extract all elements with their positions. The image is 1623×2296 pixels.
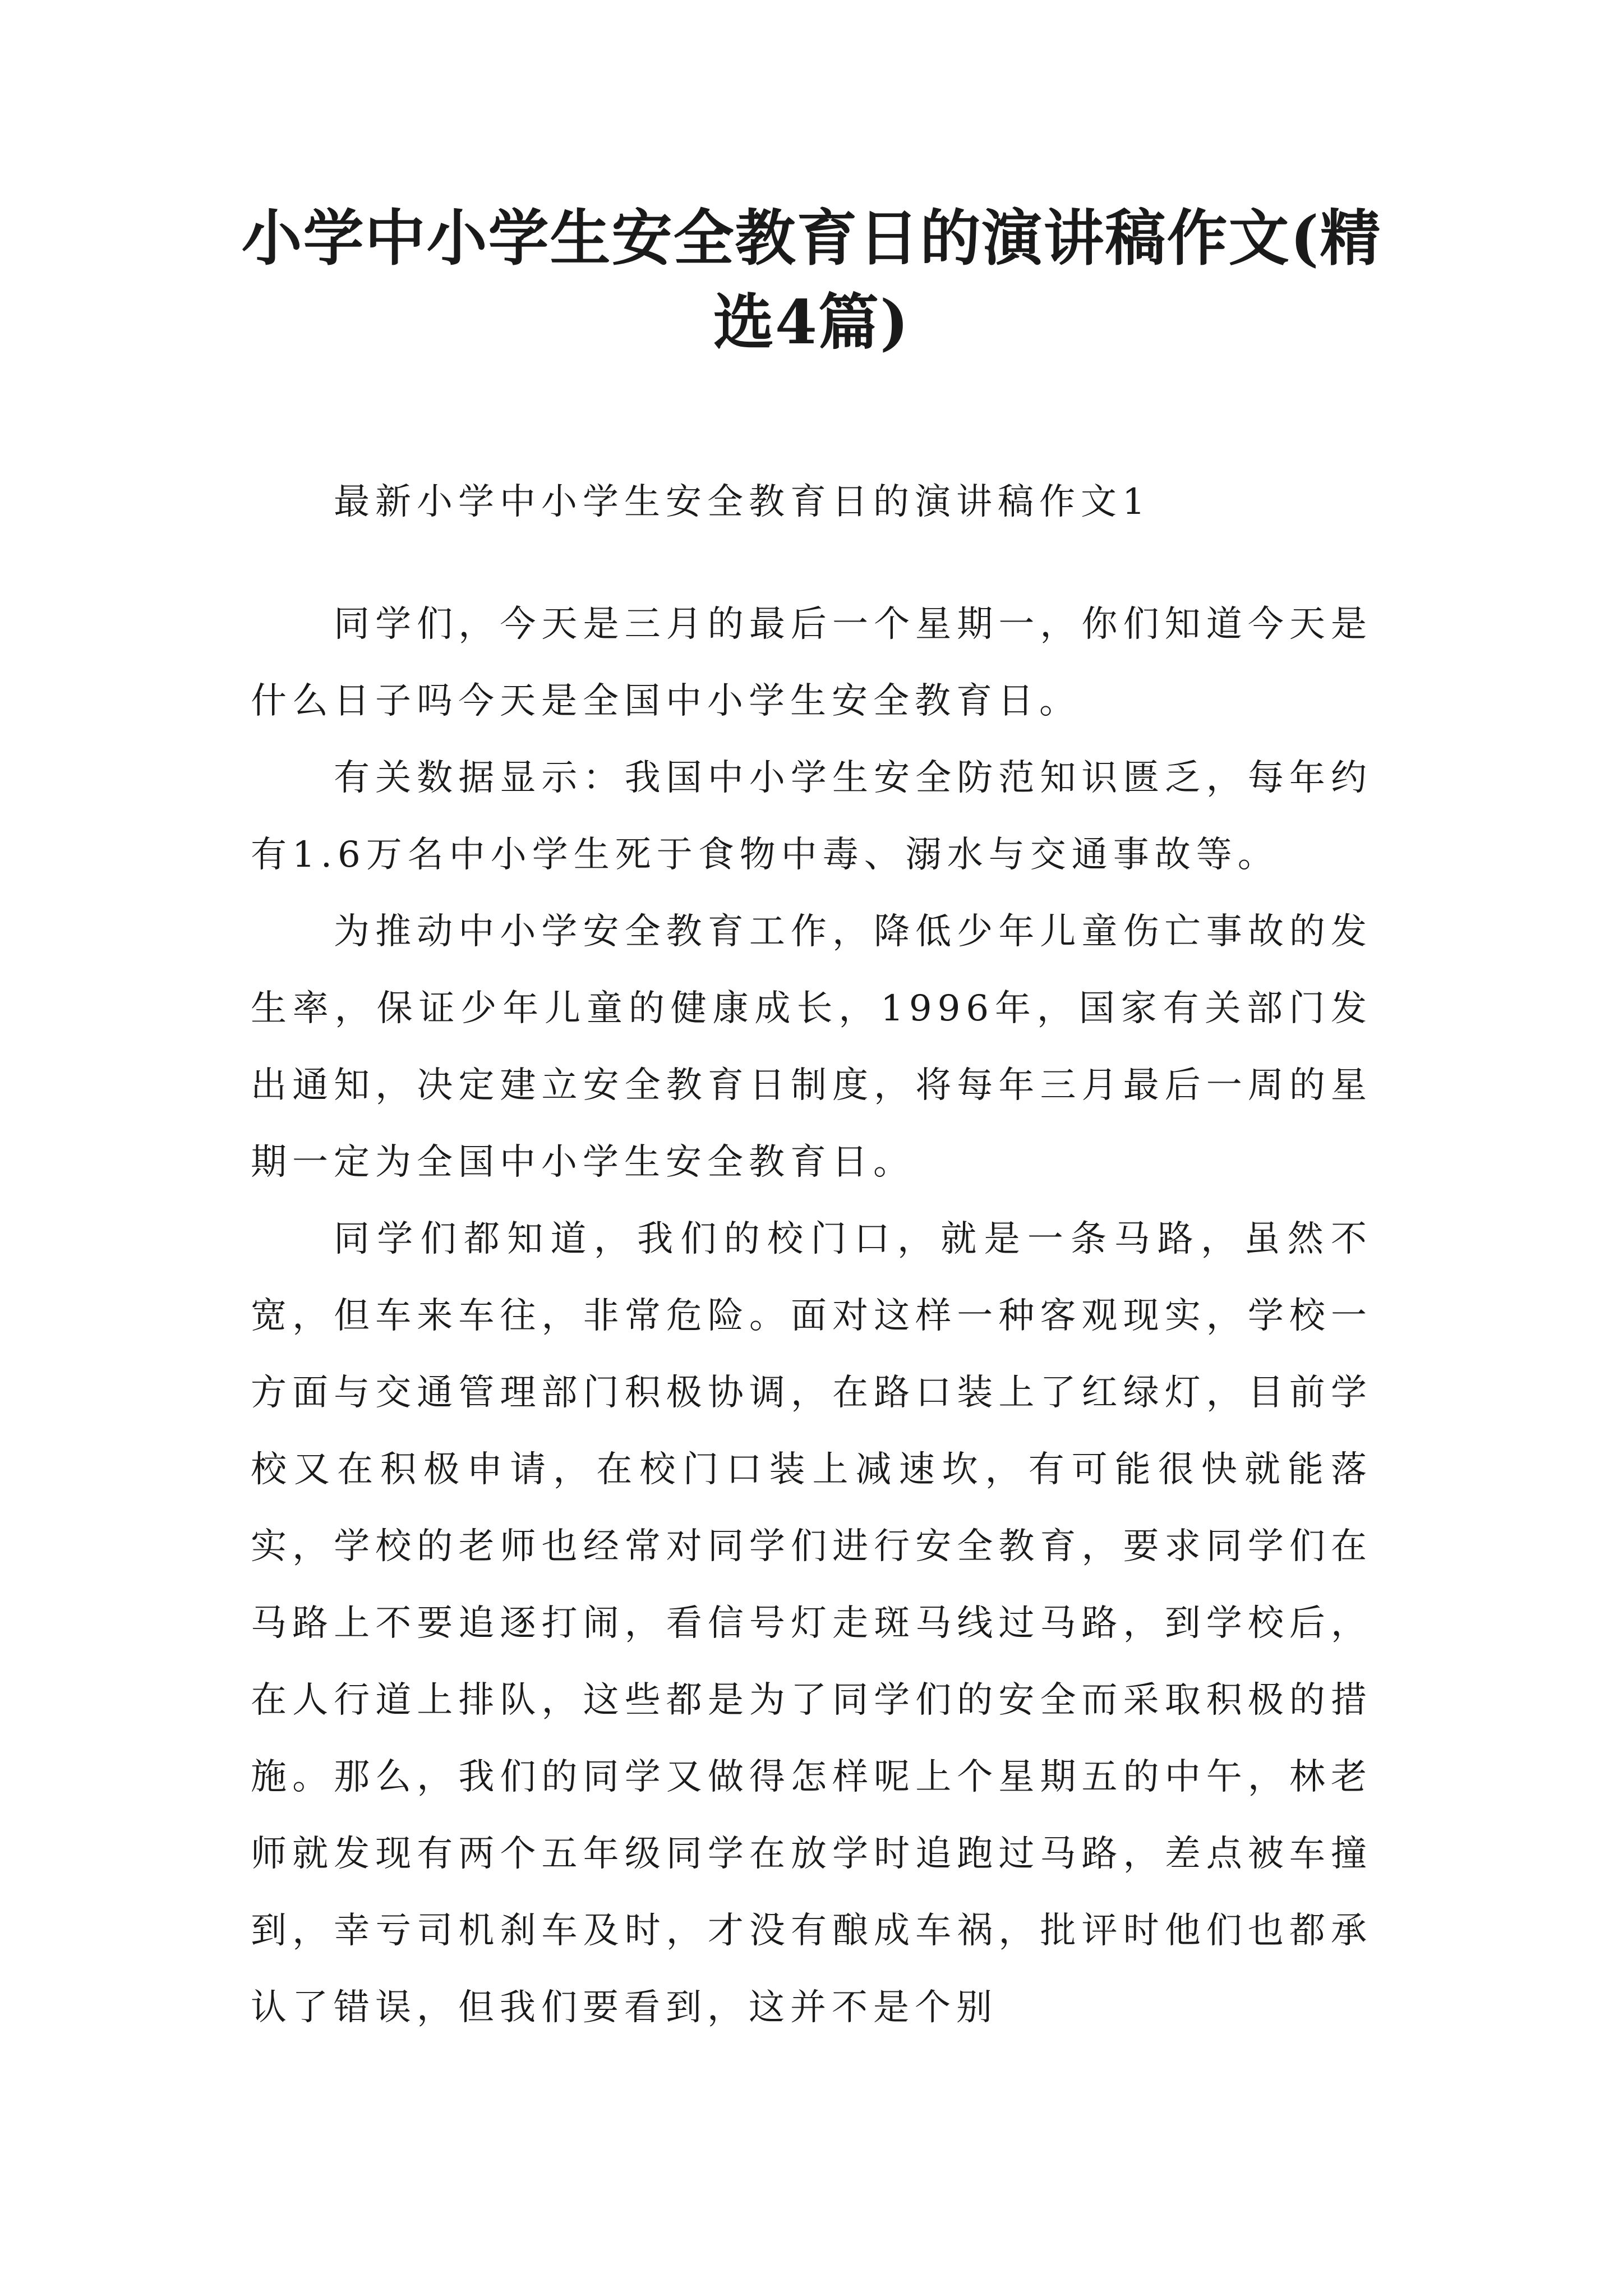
document-title: 小学中小学生安全教育日的演讲稿作文(精选4篇) — [241, 203, 1382, 358]
paragraph: 有关数据显示：我国中小学生安全防范知识匮乏，每年约有1.6万名中小学生死于食物中毒、溺水与交通事故等。 — [251, 757, 1372, 876]
document-body — [251, 586, 1372, 2046]
section-subtitle: 最新小学中小学生安全教育日的演讲稿作文1 — [334, 481, 1151, 523]
paragraph: 为推动中小学安全教育工作，降低少年儿童伤亡事故的发生率，保证少年儿童的健康成长，1996年，国家有关部门发出通知，决定建立安全教育日制度，将每年三月最后一周的星期一定为全国中小学生安全教育日。 — [251, 911, 1372, 1183]
paragraph: 同学们都知道，我们的校门口，就是一条马路，虽然不宽，但车来车往，非常危险。面对这样一种客观现实，学校一方面与交通管理部门积极协调，在路口装上了红绿灯，目前学校又在积极申请，在校门口装上减速坎，有可能很快就能落实，学校的老师也经常对同学们进行安全教育，要求同学们在马路上不要追逐打闹，看信号灯走斑马线过马路，到学校后，在人行道上排队，这些都是为了同学们的安全而采取积极的措施。那么，我们的同学又做得怎样呢上个星期五的中午，林老师就发现有两个五年级同学在放学时追跑过马路，差点被车撞到，幸亏司机刹车及时，才没有酿成车祸，批评时他们也都承认了错误，但我们要看到，这并不是个别 — [251, 1218, 1372, 2028]
paragraph: 同学们，今天是三月的最后一个星期一，你们知道今天是什么日子吗今天是全国中小学生安全教育日。 — [251, 604, 1372, 722]
